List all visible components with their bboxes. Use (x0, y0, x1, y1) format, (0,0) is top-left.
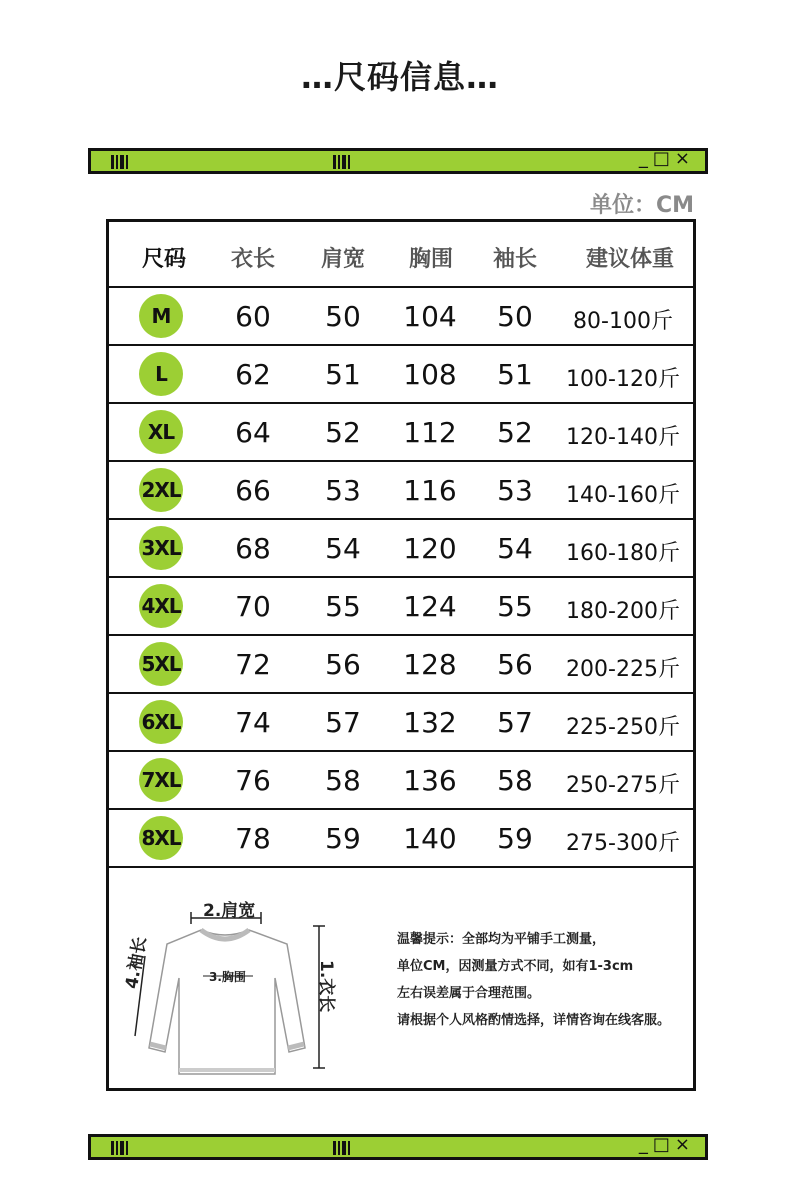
cell-chest: 124 (403, 590, 457, 623)
cell-weight: 80-100斤 (573, 309, 673, 334)
cell-weight: 160-180斤 (566, 541, 680, 566)
cell-chest: 120 (403, 532, 457, 565)
cell-shoulder: 52 (325, 416, 361, 449)
cell-shoulder: 51 (325, 358, 361, 391)
table-row (109, 694, 693, 752)
minimize-icon: _ (638, 148, 653, 169)
cell-sleeve: 52 (497, 416, 533, 449)
tip-line: 请根据个人风格酌情选择，详情咨询在线客服。 (397, 1013, 671, 1028)
cell-length: 76 (235, 764, 271, 797)
table-row (109, 346, 693, 404)
cell-shoulder: 50 (325, 300, 361, 333)
cell-length: 78 (235, 822, 271, 855)
table-row (109, 636, 693, 694)
maximize-icon: □ (652, 1134, 675, 1155)
table-row (109, 520, 693, 578)
size-badge: M (139, 294, 183, 338)
tip-line: 左右误差属于合理范围。 (397, 986, 541, 1001)
tip-line: 单位CM，因测量方式不同，如有1-3cm (397, 959, 634, 974)
cell-chest: 136 (403, 764, 457, 797)
cell-chest: 128 (403, 648, 457, 681)
cell-sleeve: 51 (497, 358, 533, 391)
table-row (109, 810, 693, 868)
size-table-frame (106, 219, 696, 1091)
size-badge: 2XL (139, 468, 183, 512)
cell-weight: 275-300斤 (566, 831, 680, 856)
window-controls (639, 1134, 695, 1155)
table-row (109, 578, 693, 636)
top-window-bar (88, 148, 708, 174)
cell-sleeve: 59 (497, 822, 533, 855)
size-badge: 4XL (139, 584, 183, 628)
cell-shoulder: 55 (325, 590, 361, 623)
header-size: 尺码 (141, 247, 186, 272)
cell-length: 68 (235, 532, 271, 565)
cell-weight: 250-275斤 (566, 773, 680, 798)
sleeve-label: 4.袖长 (121, 935, 151, 991)
cell-length: 74 (235, 706, 271, 739)
size-badge: XL (139, 410, 183, 454)
cell-length: 62 (235, 358, 271, 391)
cell-sleeve: 50 (497, 300, 533, 333)
size-badge: 3XL (139, 526, 183, 570)
barcode-icon (111, 1141, 131, 1155)
cell-length: 60 (235, 300, 271, 333)
close-icon: × (674, 148, 695, 169)
cell-length: 66 (235, 474, 271, 507)
bottom-window-bar (88, 1134, 708, 1160)
size-badge: 6XL (139, 700, 183, 744)
page-title: …尺码信息… (300, 58, 499, 96)
unit-label: 单位：CM (589, 193, 694, 218)
cell-weight: 200-225斤 (566, 657, 680, 682)
tips-block (397, 926, 697, 1034)
cell-sleeve: 55 (497, 590, 533, 623)
minimize-icon: _ (638, 1134, 653, 1155)
cell-chest: 116 (403, 474, 457, 507)
barcode-icon (111, 155, 131, 169)
table-row (109, 288, 693, 346)
barcode-icon (333, 155, 353, 169)
cell-sleeve: 54 (497, 532, 533, 565)
cell-sleeve: 57 (497, 706, 533, 739)
cell-shoulder: 58 (325, 764, 361, 797)
cell-chest: 140 (403, 822, 457, 855)
size-badge: 5XL (139, 642, 183, 686)
cell-shoulder: 56 (325, 648, 361, 681)
cell-chest: 112 (403, 416, 457, 449)
table-row (109, 752, 693, 810)
cell-shoulder: 54 (325, 532, 361, 565)
cell-length: 70 (235, 590, 271, 623)
tip-line: 温馨提示：全部均为平铺手工测量， (397, 932, 606, 947)
length-label: 1.衣长 (316, 960, 336, 1013)
cell-chest: 104 (403, 300, 457, 333)
chest-label: 3.胸围 (209, 970, 246, 984)
header-chest: 胸围 (408, 247, 453, 272)
table-row (109, 462, 693, 520)
close-icon: × (674, 1134, 695, 1155)
cell-length: 72 (235, 648, 271, 681)
window-controls (639, 148, 695, 169)
cell-weight: 120-140斤 (566, 425, 680, 450)
header-sleeve: 袖长 (492, 247, 537, 272)
cell-weight: 180-200斤 (566, 599, 680, 624)
maximize-icon: □ (652, 148, 675, 169)
cell-shoulder: 53 (325, 474, 361, 507)
cell-sleeve: 56 (497, 648, 533, 681)
size-badge: 7XL (139, 758, 183, 802)
header-shoulder: 肩宽 (320, 247, 365, 272)
cell-shoulder: 59 (325, 822, 361, 855)
header-weight: 建议体重 (585, 247, 674, 272)
cell-sleeve: 58 (497, 764, 533, 797)
shoulder-label: 2.肩宽 (203, 901, 256, 921)
table-row (109, 404, 693, 462)
measurement-diagram (109, 868, 693, 1088)
barcode-icon (333, 1141, 353, 1155)
cell-weight: 225-250斤 (566, 715, 680, 740)
size-badge: L (139, 352, 183, 396)
size-badge: 8XL (139, 816, 183, 860)
table-header-row (109, 222, 693, 288)
cell-weight: 140-160斤 (566, 483, 680, 508)
cell-sleeve: 53 (497, 474, 533, 507)
header-length: 衣长 (230, 247, 275, 272)
cell-shoulder: 57 (325, 706, 361, 739)
cell-length: 64 (235, 416, 271, 449)
cell-chest: 132 (403, 706, 457, 739)
cell-chest: 108 (403, 358, 457, 391)
cell-weight: 100-120斤 (566, 367, 680, 392)
